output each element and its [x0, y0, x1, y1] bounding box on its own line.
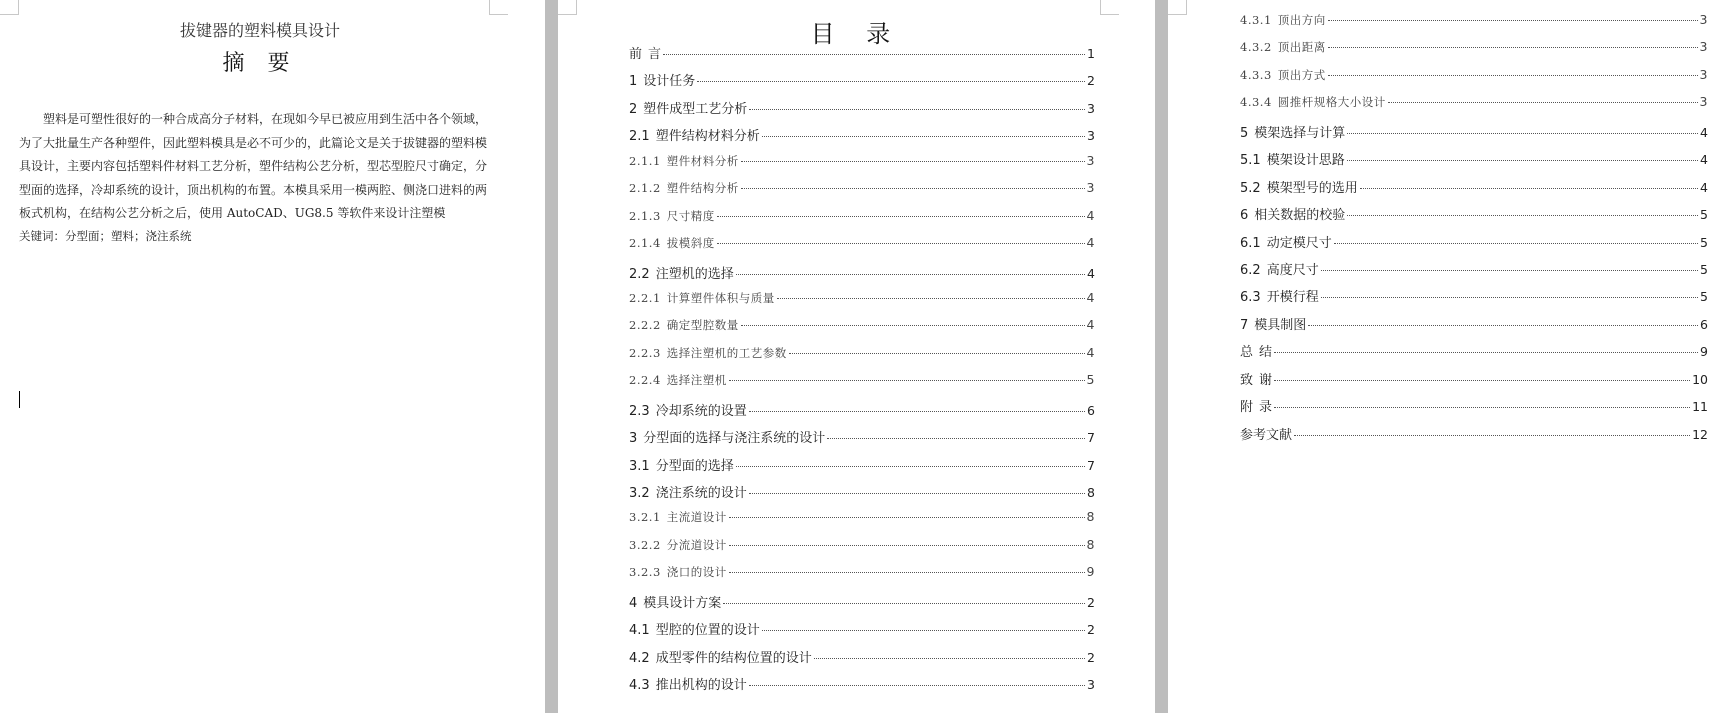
toc-entry[interactable]	[1240, 396, 1708, 423]
toc-entry[interactable]	[1240, 39, 1708, 66]
toc-dot-leader	[736, 274, 1085, 275]
toc-entry-page-number: 4	[1086, 317, 1095, 333]
toc-entry-page-number: 3	[1699, 12, 1708, 27]
toc-entry-number: 3	[629, 431, 638, 447]
toc-dot-leader	[697, 81, 1085, 82]
toc-entry-title: 拔模斜度	[666, 236, 715, 251]
toc-entry-number: 5	[1240, 125, 1249, 141]
toc-list	[629, 43, 1095, 702]
page-corner-mark	[1100, 0, 1119, 15]
toc-entry[interactable]	[629, 180, 1095, 207]
toc-entry[interactable]	[629, 400, 1095, 427]
toc-entry-page-number: 6	[1700, 316, 1708, 332]
toc-entry-title: 开模行程	[1266, 290, 1319, 306]
toc-entry-page-number: 3	[1699, 39, 1708, 55]
toc-entry-number: 4.3.4	[1240, 95, 1272, 110]
toc-entry[interactable]	[629, 647, 1095, 674]
toc-entry-number: 2.1.2	[629, 181, 661, 196]
page-corner-mark	[1168, 0, 1187, 15]
toc-dot-leader	[1294, 435, 1690, 436]
toc-dot-leader	[1347, 160, 1698, 161]
toc-entry-page-number: 9	[1700, 344, 1708, 360]
toc-entry-number: 2.2.1	[629, 290, 661, 305]
toc-entry[interactable]	[1240, 286, 1708, 313]
toc-entry-title: 注塑机的选择	[655, 266, 734, 282]
toc-dot-leader	[741, 325, 1085, 326]
toc-entry-number: 4.3.3	[1240, 67, 1272, 82]
toc-dot-leader	[1347, 133, 1698, 134]
toc-entry-page-number: 5	[1700, 289, 1708, 305]
toc-entry-page-number: 4	[1700, 124, 1708, 140]
toc-entry[interactable]	[1240, 204, 1708, 231]
toc-entry[interactable]	[1240, 341, 1708, 368]
toc-entry[interactable]	[629, 537, 1095, 564]
toc-entry-title: 分型面的选择与浇注系统的设计	[643, 431, 826, 447]
toc-entry[interactable]	[629, 345, 1095, 372]
toc-entry-title: 浇注系统的设计	[655, 486, 747, 501]
toc-entry-page-number: 5	[1700, 234, 1708, 250]
toc-entry-page-number: 2	[1087, 649, 1095, 665]
toc-entry[interactable]	[629, 317, 1095, 344]
toc-entry-title: 顶出方向	[1277, 13, 1326, 27]
toc-entry-number: 6.1	[1240, 235, 1261, 251]
toc-entry-page-number: 8	[1087, 485, 1095, 500]
toc-dot-leader	[749, 411, 1085, 412]
toc-entry-title: 选择注塑机	[666, 373, 727, 388]
toc-dot-leader	[741, 188, 1085, 189]
toc-dot-leader	[741, 161, 1085, 162]
toc-entry[interactable]	[629, 43, 1095, 70]
toc-entry-page-number: 10	[1692, 371, 1708, 387]
toc-entry-number: 3.2.2	[629, 537, 661, 552]
toc-dot-leader	[729, 545, 1085, 546]
toc-entry-page-number: 4	[1086, 235, 1095, 251]
toc-entry[interactable]	[629, 619, 1095, 646]
toc-dot-leader	[749, 109, 1085, 110]
toc-entry-page-number: 2	[1087, 622, 1095, 638]
toc-entry-number: 1	[629, 74, 638, 90]
abstract-heading: 摘 要	[222, 51, 298, 76]
toc-entry[interactable]	[629, 427, 1095, 454]
toc-entry-number: 前	[629, 47, 643, 62]
toc-entry-page-number: 5	[1086, 372, 1095, 388]
page-corner-mark	[489, 0, 508, 15]
toc-entry[interactable]	[1240, 424, 1708, 451]
toc-entry-number: 附	[1240, 400, 1254, 416]
toc-dot-leader	[1388, 102, 1698, 103]
toc-entry[interactable]	[1240, 12, 1708, 39]
toc-entry[interactable]	[629, 509, 1095, 536]
toc-entry-page-number: 7	[1087, 457, 1095, 473]
toc-entry-title: 模架设计思路	[1266, 153, 1345, 169]
toc-entry-number: 2.1.1	[629, 153, 661, 168]
toc-entry-number: 2.1.3	[629, 208, 661, 223]
toc-entry-page-number: 2	[1087, 594, 1095, 610]
toc-entry-title: 模具制图	[1254, 317, 1307, 333]
toc-entry-page-number: 4	[1087, 265, 1095, 281]
toc-entry[interactable]	[1240, 232, 1708, 259]
toc-entry-page-number: 2	[1087, 73, 1095, 89]
toc-entry-title: 塑件成型工艺分析	[643, 101, 748, 117]
toc-entry[interactable]	[629, 290, 1095, 317]
toc-dot-leader	[762, 630, 1085, 631]
toc-entry-page-number: 8	[1086, 509, 1095, 525]
toc-entry[interactable]	[629, 592, 1095, 619]
toc-entry-number: 4.3.2	[1240, 40, 1272, 55]
toc-entry-number: 3.2	[629, 486, 650, 501]
toc-entry-number: 2.2.2	[629, 318, 661, 333]
toc-entry-title: 浇口的设计	[666, 565, 727, 580]
toc-entry-title: 成型零件的结构位置的设计	[655, 650, 812, 666]
toc-entry-page-number: 7	[1087, 430, 1095, 446]
toc-entry-page-number: 4	[1086, 344, 1095, 360]
toc-entry-number: 3.2.3	[629, 565, 661, 580]
toc-entry-title: 模具设计方案	[643, 595, 722, 611]
toc-entry-title: 塑件结构分析	[666, 181, 739, 196]
toc-entry[interactable]	[1240, 177, 1708, 204]
toc-entry[interactable]	[1240, 67, 1708, 94]
toc-dot-leader	[749, 685, 1085, 686]
toc-entry-title: 选择注塑机的工艺参数	[666, 345, 787, 360]
toc-entry-page-number: 1	[1087, 46, 1095, 61]
toc-entry-number: 5.2	[1240, 180, 1261, 196]
toc-entry-page-number: 3	[1699, 66, 1708, 82]
toc-entry[interactable]	[1240, 94, 1708, 121]
toc-dot-leader	[749, 493, 1085, 494]
toc-entry-page-number: 11	[1692, 399, 1708, 415]
toc-title: 目 录	[810, 20, 903, 48]
toc-dot-leader	[729, 572, 1085, 573]
page-abstract	[0, 0, 545, 713]
toc-entry-title: 分型面的选择	[655, 458, 734, 474]
toc-entry[interactable]	[1240, 149, 1708, 176]
toc-dot-leader	[827, 438, 1085, 439]
toc-entry[interactable]	[629, 482, 1095, 509]
toc-entry-title: 相关数据的校验	[1254, 208, 1346, 224]
toc-dot-leader	[663, 54, 1085, 55]
toc-entry-title: 冷却系统的设置	[655, 403, 747, 419]
toc-entry-page-number: 5	[1700, 261, 1708, 277]
toc-entry-title: 推出机构的设计	[655, 678, 747, 694]
toc-entry[interactable]	[629, 70, 1095, 97]
toc-entry[interactable]	[629, 564, 1095, 591]
toc-entry-page-number: 3	[1699, 94, 1708, 110]
toc-dot-leader	[717, 243, 1085, 244]
page-corner-mark	[558, 0, 577, 15]
toc-entry-number: 6	[1240, 208, 1249, 224]
toc-entry-title: 型腔的位置的设计	[655, 623, 760, 639]
toc-entry[interactable]	[629, 455, 1095, 482]
toc-dot-leader	[777, 298, 1085, 299]
toc-entry-number: 致	[1240, 372, 1254, 388]
toc-dot-leader	[1360, 188, 1698, 189]
toc-dot-leader	[717, 216, 1085, 217]
toc-entry-page-number: 12	[1692, 426, 1708, 442]
toc-entry[interactable]	[629, 263, 1095, 290]
toc-entry[interactable]	[629, 98, 1095, 125]
toc-entry-page-number: 6	[1087, 402, 1095, 418]
toc-entry-number: 2.3	[629, 403, 650, 419]
toc-dot-leader	[736, 466, 1085, 467]
toc-dot-leader	[1334, 243, 1698, 244]
toc-dot-leader	[1274, 380, 1690, 381]
document-title: 拔键器的塑料模具设计	[179, 21, 340, 40]
toc-entry-page-number: 3	[1087, 128, 1095, 144]
toc-dot-leader	[789, 353, 1085, 354]
toc-entry-title: 动定模尺寸	[1266, 235, 1332, 251]
toc-dot-leader	[1274, 352, 1698, 353]
toc-entry-number: 2.2	[629, 266, 650, 282]
toc-entry-page-number: 3	[1087, 100, 1095, 116]
toc-list	[1240, 12, 1708, 451]
toc-entry-number: 2.2.4	[629, 373, 661, 388]
toc-entry-number: 3.2.1	[629, 510, 661, 525]
toc-entry-title: 确定型腔数量	[666, 318, 739, 333]
toc-entry-number: 3.1	[629, 458, 650, 474]
page-toc	[558, 0, 1155, 713]
toc-entry-title: 高度尺寸	[1266, 262, 1319, 278]
toc-entry-number: 4.3.1	[1240, 13, 1272, 27]
toc-entry-title: 设计任务	[643, 74, 696, 90]
toc-entry-number: 总	[1240, 345, 1254, 361]
toc-entry-title: 录	[1259, 400, 1273, 416]
toc-entry-page-number: 3	[1087, 677, 1095, 693]
toc-entry-title: 塑件结构材料分析	[655, 129, 760, 145]
toc-entry[interactable]	[629, 208, 1095, 235]
toc-entry-number: 4.3	[629, 678, 650, 694]
page-toc-continued	[1168, 0, 1731, 713]
toc-entry-title: 参考文献	[1240, 427, 1293, 443]
toc-entry-number: 4.1	[629, 623, 650, 639]
toc-entry-page-number: 8	[1086, 536, 1095, 552]
toc-entry-number: 7	[1240, 317, 1249, 333]
toc-entry[interactable]	[629, 125, 1095, 152]
toc-entry-page-number: 3	[1086, 180, 1095, 196]
toc-entry-number: 4.2	[629, 650, 650, 666]
toc-entry[interactable]	[629, 674, 1095, 701]
toc-entry[interactable]	[629, 372, 1095, 399]
toc-dot-leader	[1347, 215, 1698, 216]
toc-entry-page-number: 4	[1086, 289, 1095, 305]
toc-dot-leader	[762, 136, 1085, 137]
toc-entry-title: 塑件材料分析	[666, 153, 739, 168]
toc-dot-leader	[814, 658, 1085, 659]
abstract-body[interactable]: 塑料是可塑性很好的一种合成高分子材料，在现如今早已被应用到生活中各个领域，为了大批量生产各种塑件，因此塑料模具是必不可少的，此篇论文是关于拔键器的塑料模具设计，主要内容包括塑料件材料工艺分析，塑件结构公艺分析，型芯型腔尺寸确定，分型面的选择，冷却系统的设计，顶出机构的布置。本模具采用一模两腔、侧浇口进料的两板式机构，在结构公艺分析之后，使用 AutoCAD、UG8.5 等软件来设计注塑模	[19, 112, 488, 220]
toc-dot-leader	[729, 380, 1085, 381]
toc-entry-page-number: 9	[1086, 564, 1095, 580]
toc-entry-page-number: 5	[1700, 207, 1708, 223]
keywords-line[interactable]: 关键词：分型面；塑料；浇注系统	[19, 229, 192, 243]
toc-entry-title: 言	[648, 47, 662, 62]
toc-dot-leader	[723, 603, 1085, 604]
toc-dot-leader	[729, 517, 1085, 518]
toc-entry-title: 圆推杆规格大小设计	[1277, 95, 1386, 110]
toc-entry[interactable]	[1240, 122, 1708, 149]
toc-entry-title: 模架选择与计算	[1254, 125, 1346, 141]
toc-entry-page-number: 4	[1700, 179, 1708, 195]
toc-entry-page-number: 4	[1086, 207, 1095, 223]
toc-dot-leader	[1328, 47, 1698, 48]
toc-entry-title: 顶出距离	[1277, 40, 1326, 55]
toc-entry-title: 顶出方式	[1277, 67, 1326, 82]
toc-dot-leader	[1328, 20, 1698, 21]
toc-entry[interactable]	[1240, 314, 1708, 341]
toc-entry[interactable]	[1240, 259, 1708, 286]
text-cursor	[19, 391, 20, 408]
toc-entry-title: 模架型号的选用	[1266, 180, 1358, 196]
toc-entry-number: 5.1	[1240, 153, 1261, 169]
toc-entry-number: 2	[629, 101, 638, 117]
toc-dot-leader	[1321, 270, 1698, 271]
toc-entry-title: 结	[1259, 345, 1273, 361]
toc-entry-title: 尺寸精度	[666, 208, 715, 223]
toc-entry-number: 2.1	[629, 129, 650, 145]
toc-dot-leader	[1308, 325, 1698, 326]
toc-entry-page-number: 4	[1700, 152, 1708, 168]
page-corner-mark	[0, 0, 19, 15]
toc-entry-title: 分流道设计	[666, 537, 727, 552]
toc-entry-number: 2.2.3	[629, 345, 661, 360]
toc-entry-title: 谢	[1259, 372, 1273, 388]
toc-entry-number: 6.3	[1240, 290, 1261, 306]
toc-entry-page-number: 3	[1086, 152, 1095, 168]
toc-entry[interactable]	[1240, 369, 1708, 396]
toc-dot-leader	[1274, 407, 1690, 408]
toc-entry[interactable]	[629, 153, 1095, 180]
toc-dot-leader	[1321, 297, 1698, 298]
toc-entry-number: 2.1.4	[629, 236, 661, 251]
toc-entry[interactable]	[629, 235, 1095, 262]
toc-entry-title: 主流道设计	[666, 510, 727, 525]
toc-entry-number: 6.2	[1240, 262, 1261, 278]
toc-dot-leader	[1328, 75, 1698, 76]
toc-entry-number: 4	[629, 595, 638, 611]
toc-entry-title: 计算塑件体积与质量	[666, 290, 775, 305]
